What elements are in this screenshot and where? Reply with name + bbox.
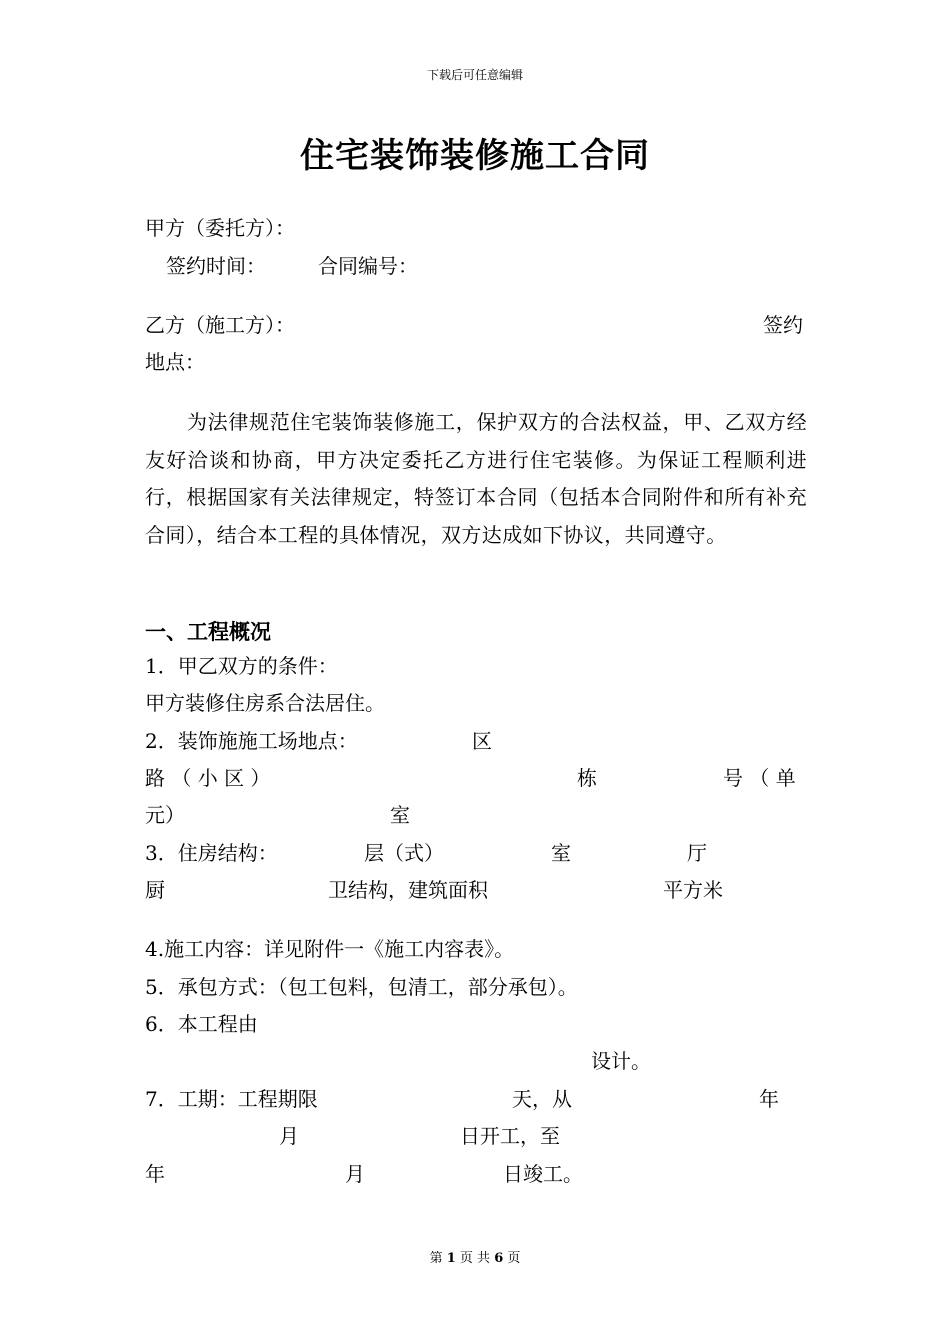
document-title: 住宅装饰装修施工合同 [300,136,650,176]
page-footer [0,1247,950,1266]
header-note: 下载后可任意编辑 [426,68,523,82]
item6-design: 设计。 [591,1049,651,1073]
item1-text: 甲方装修住房系合法居住。 [145,691,385,715]
item4-text: 4.施工内容：详见附件一《施工内容表》。 [145,937,515,961]
item2-number: 号 （ 单 [723,766,796,790]
item3-bath-area: 卫结构，建筑面积 [328,878,488,902]
footer-mid: 页 共 [459,1251,491,1266]
item2-room: 室 [390,803,410,827]
item3-rooms: 室 [551,841,571,865]
contract-number-label: 合同编号： [318,254,418,278]
party-b-label: 乙方（施工方）： [145,313,295,337]
item2-road: 路 （ 小 区 ） [145,766,271,790]
footer-page-total: 6 [494,1251,504,1266]
item7-start-year: 年 [759,1087,779,1111]
item7-end-year: 年 [145,1162,165,1186]
item2-district: 区 [472,729,492,753]
item2-building: 栋 [577,766,597,790]
item6-text: 6．本工程由 [145,1012,258,1036]
item2-unit: 元） [145,803,185,827]
item5-text: 5．承包方式：（包工包料，包清工，部分承包）。 [145,975,578,999]
item7-start-month: 月 [279,1124,299,1148]
item3-halls: 厅 [687,841,707,865]
item3-floor: 层（式） [364,841,444,865]
item2-label: 2．装饰施施工场地点： [145,729,358,753]
sign-place-label-part2: 地点： [145,350,205,374]
footer-suffix: 页 [507,1251,521,1266]
item7-end-month: 月 [345,1162,365,1186]
item1-label: 1．甲乙双方的条件： [145,654,338,678]
item7-start-day: 日开工，至 [460,1124,560,1148]
item3-kitchen: 厨 [145,878,165,902]
item7-days: 天，从 [512,1087,572,1111]
footer-prefix: 第 [429,1251,443,1266]
item3-label: 3．住房结构： [145,841,278,865]
sign-place-label-part1: 签约 [763,313,803,337]
party-a-label: 甲方（委托方）： [145,216,295,240]
footer-page-number: 1 [446,1251,456,1266]
item3-sqm: 平方米 [663,878,723,902]
section-heading-project-overview: 一、工程概况 [145,619,271,644]
item7-label: 7．工期：工程期限 [145,1087,318,1111]
item7-end-day: 日竣工。 [503,1162,583,1186]
intro-paragraph: 为法律规范住宅装饰装修施工，保护双方的合法权益，甲、乙双方经友好洽谈和协商，甲方决定委托乙方进行住宅装修。为保证工程顺利进行，根据国家有关法律规定，特签订本合同（包括本合同附件和所有补充合同），结合本工程的具体情况，双方达成如下协议，共同遵守。 [145,410,807,547]
sign-time-label: 签约时间： [166,254,266,278]
